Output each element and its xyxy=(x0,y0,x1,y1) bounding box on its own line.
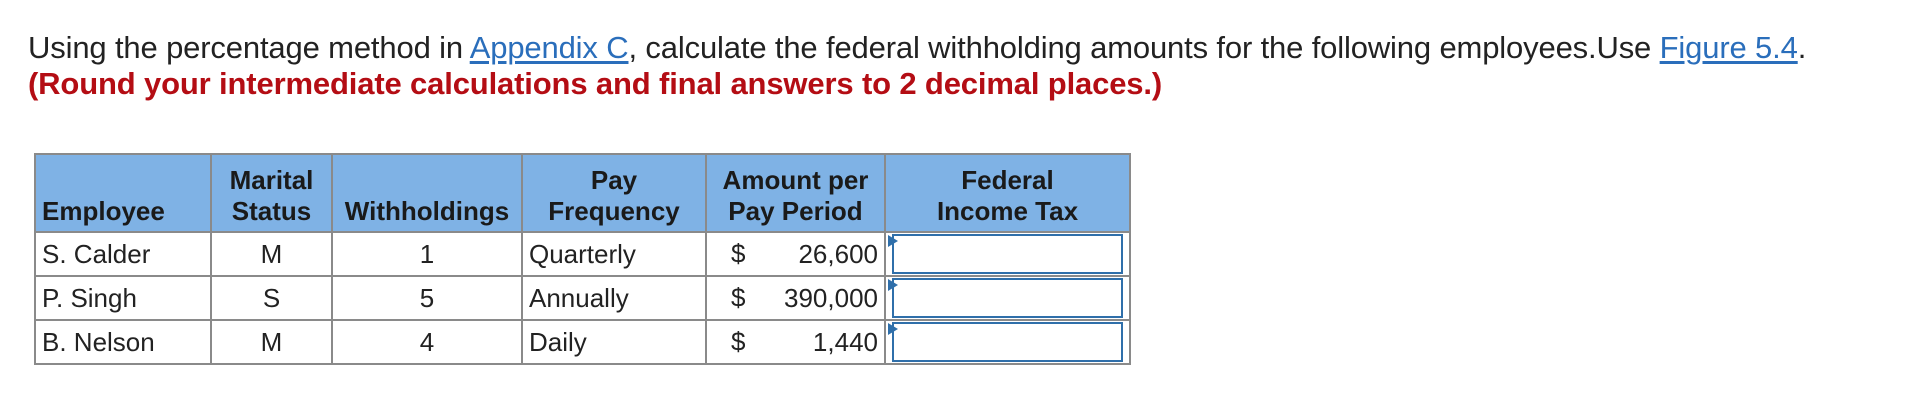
answer-flag-icon xyxy=(888,235,898,247)
currency-symbol: $ xyxy=(731,326,746,357)
answer-flag-icon xyxy=(888,279,898,291)
cell-withholdings: 4 xyxy=(332,320,522,364)
table-row xyxy=(35,320,1130,364)
cell-federal-income-tax xyxy=(885,320,1130,364)
cell-marital-status: M xyxy=(211,320,332,364)
prompt-text-start: Using the percentage method in xyxy=(28,30,470,65)
cell-employee: S. Calder xyxy=(35,232,211,276)
cell-amount xyxy=(706,320,885,364)
header-withholdings: Withholdings xyxy=(332,154,522,232)
cell-withholdings: 5 xyxy=(332,276,522,320)
appendix-c-link[interactable]: Appendix C xyxy=(469,30,629,65)
table-row xyxy=(35,276,1130,320)
cell-withholdings: 1 xyxy=(332,232,522,276)
cell-marital-status: M xyxy=(211,232,332,276)
header-amount-per-pay-period: Amount per Pay Period xyxy=(706,154,885,232)
cell-marital-status: S xyxy=(211,276,332,320)
federal-tax-input-b-nelson[interactable] xyxy=(892,322,1123,362)
table-row xyxy=(35,232,1130,276)
withholding-table xyxy=(34,153,1131,365)
header-marital-status: Marital Status xyxy=(211,154,332,232)
cell-employee: P. Singh xyxy=(35,276,211,320)
cell-pay-frequency: Quarterly xyxy=(522,232,706,276)
federal-tax-input-p-singh[interactable] xyxy=(892,278,1123,318)
cell-amount xyxy=(706,232,885,276)
amount-value: 390,000 xyxy=(784,282,878,313)
amount-value: 26,600 xyxy=(798,238,878,269)
figure-5-4-link[interactable]: Figure 5.4 xyxy=(1659,30,1798,65)
cell-employee: B. Nelson xyxy=(35,320,211,364)
amount-value: 1,440 xyxy=(812,326,878,357)
answer-flag-icon xyxy=(888,323,898,335)
currency-symbol: $ xyxy=(731,282,746,313)
prompt-text-end: . xyxy=(1797,30,1807,65)
rounding-note: (Round your intermediate calculations and final answers to 2 decimal places.) xyxy=(28,66,1163,101)
cell-amount xyxy=(706,276,885,320)
cell-pay-frequency: Daily xyxy=(522,320,706,364)
table-header-row xyxy=(35,154,1130,232)
prompt-text-middle: , calculate the federal withholding amounts for the following employees.Use xyxy=(628,30,1660,65)
cell-federal-income-tax xyxy=(885,276,1130,320)
cell-pay-frequency: Annually xyxy=(522,276,706,320)
cell-federal-income-tax xyxy=(885,232,1130,276)
currency-symbol: $ xyxy=(731,238,746,269)
header-pay-frequency: Pay Frequency xyxy=(522,154,706,232)
header-employee: Employee xyxy=(35,154,211,232)
question-prompt xyxy=(28,30,1898,66)
federal-tax-input-s-calder[interactable] xyxy=(892,234,1123,274)
header-federal-income-tax: Federal Income Tax xyxy=(885,154,1130,232)
question-text xyxy=(28,30,1898,102)
